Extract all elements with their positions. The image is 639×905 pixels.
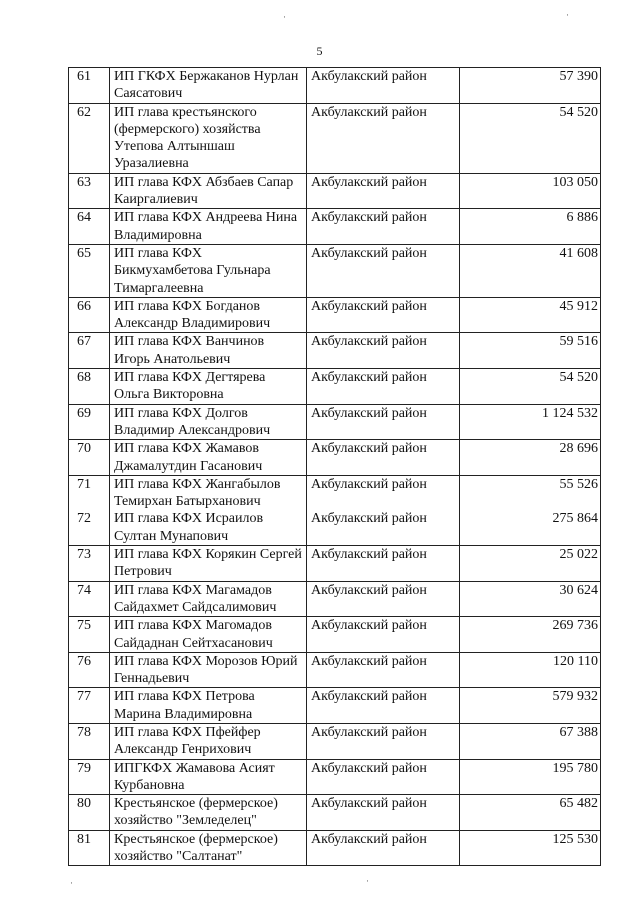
table-row (69, 297, 601, 333)
table-row (69, 369, 601, 405)
table-row (69, 581, 601, 617)
district-name: Акбулакский район (307, 795, 460, 831)
district-name: Акбулакский район (307, 581, 460, 617)
district-name: Акбулакский район (307, 546, 460, 582)
row-number: 62 (69, 103, 110, 173)
subsidy-amount: 125 530 (460, 830, 601, 866)
recipient-name: ИП глава крестьянского (фермерского) хозяйства Утепова Алтыншаш Уразалиевна (110, 103, 307, 173)
row-number: 76 (69, 652, 110, 688)
district-name: Акбулакский район (307, 723, 460, 759)
table-row (69, 546, 601, 582)
row-number: 74 (69, 581, 110, 617)
row-number: 75 (69, 617, 110, 653)
recipient-name: ИПГКФХ Жамавова Асият Курбановна (110, 759, 307, 795)
scan-speck: · (366, 876, 369, 886)
table-row (69, 652, 601, 688)
row-number: 63 (69, 173, 110, 209)
table-row (69, 440, 601, 476)
recipient-name: ИП глава КФХ Пфейфер Александр Генрихович (110, 723, 307, 759)
recipient-name: ИП глава КФХ Долгов Владимир Александрович (110, 404, 307, 440)
subsidy-amount: 54 520 (460, 369, 601, 405)
district-name: Акбулакский район (307, 440, 460, 476)
table-row (69, 723, 601, 759)
recipient-name: ИП глава КФХ Дегтярева Ольга Викторовна (110, 369, 307, 405)
recipient-name: ИП глава КФХ Жангабылов Темирхан Батырханович (110, 475, 307, 510)
subsidy-amount: 54 520 (460, 103, 601, 173)
row-number: 68 (69, 369, 110, 405)
district-name: Акбулакский район (307, 209, 460, 245)
table-row (69, 404, 601, 440)
recipient-name: ИП ГКФХ Бержаканов Нурлан Саясатович (110, 68, 307, 104)
recipient-name: ИП глава КФХ Петрова Марина Владимировна (110, 688, 307, 724)
table-row (69, 688, 601, 724)
table-row (69, 244, 601, 297)
table-row (69, 333, 601, 369)
subsidy-amount: 579 932 (460, 688, 601, 724)
subsidy-amount: 65 482 (460, 795, 601, 831)
recipient-name: ИП глава КФХ Исраилов Султан Мунапович (110, 510, 307, 545)
recipient-name: Крестьянское (фермерское) хозяйство "Земледелец" (110, 795, 307, 831)
row-number: 69 (69, 404, 110, 440)
subsidy-amount: 103 050 (460, 173, 601, 209)
row-number: 61 (69, 68, 110, 104)
row-number: 65 (69, 244, 110, 297)
subsidy-amount: 28 696 (460, 440, 601, 476)
subsidy-amount: 67 388 (460, 723, 601, 759)
district-name: Акбулакский район (307, 244, 460, 297)
page-number: 5 (316, 44, 323, 58)
recipient-name: ИП глава КФХ Морозов Юрий Геннадьевич (110, 652, 307, 688)
subsidy-amount: 45 912 (460, 297, 601, 333)
row-number: 80 (69, 795, 110, 831)
row-number: 81 (69, 830, 110, 866)
district-name: Акбулакский район (307, 333, 460, 369)
subsidy-amount: 25 022 (460, 546, 601, 582)
recipient-name: ИП глава КФХ Бикмухамбетова Гульнара Тимаргалеевна (110, 244, 307, 297)
recipient-name: ИП глава КФХ Магомадов Сайдаднан Сейтхасанович (110, 617, 307, 653)
table-row (69, 475, 601, 510)
district-name: Акбулакский район (307, 297, 460, 333)
district-name: Акбулакский район (307, 173, 460, 209)
district-name: Акбулакский район (307, 103, 460, 173)
table-row (69, 103, 601, 173)
district-name: Акбулакский район (307, 759, 460, 795)
district-name: Акбулакский район (307, 369, 460, 405)
table-row (69, 209, 601, 245)
table-row (69, 68, 601, 104)
subsidy-amount: 41 608 (460, 244, 601, 297)
recipient-name: ИП глава КФХ Абзбаев Сапар Каиргалиевич (110, 173, 307, 209)
registry-table-body (69, 68, 601, 866)
registry-table (68, 67, 601, 866)
subsidy-amount: 195 780 (460, 759, 601, 795)
table-row (69, 795, 601, 831)
recipient-name: ИП глава КФХ Ванчинов Игорь Анатольевич (110, 333, 307, 369)
row-number: 71 (69, 475, 110, 510)
row-number: 64 (69, 209, 110, 245)
subsidy-amount: 275 864 (460, 510, 601, 545)
subsidy-amount: 120 110 (460, 652, 601, 688)
district-name: Акбулакский район (307, 652, 460, 688)
table-row (69, 759, 601, 795)
subsidy-amount: 55 526 (460, 475, 601, 510)
subsidy-amount: 269 736 (460, 617, 601, 653)
district-name: Акбулакский район (307, 830, 460, 866)
row-number: 78 (69, 723, 110, 759)
recipient-name: ИП глава КФХ Андреева Нина Владимировна (110, 209, 307, 245)
district-name: Акбулакский район (307, 617, 460, 653)
scan-speck: · (566, 10, 569, 20)
subsidy-amount: 1 124 532 (460, 404, 601, 440)
district-name: Акбулакский район (307, 404, 460, 440)
row-number: 72 (69, 510, 110, 545)
row-number: 66 (69, 297, 110, 333)
subsidy-amount: 6 886 (460, 209, 601, 245)
table-row (69, 830, 601, 866)
district-name: Акбулакский район (307, 475, 460, 510)
district-name: Акбулакский район (307, 68, 460, 104)
recipient-name: ИП глава КФХ Магамадов Сайдахмет Сайдсалимович (110, 581, 307, 617)
recipient-name: ИП глава КФХ Жамавов Джамалутдин Гасанович (110, 440, 307, 476)
scan-speck: · (70, 878, 73, 888)
district-name: Акбулакский район (307, 688, 460, 724)
table-row (69, 173, 601, 209)
table-row (69, 510, 601, 545)
row-number: 77 (69, 688, 110, 724)
recipient-name: Крестьянское (фермерское) хозяйство "Салтанат" (110, 830, 307, 866)
district-name: Акбулакский район (307, 510, 460, 545)
scan-speck: · (283, 12, 286, 22)
row-number: 79 (69, 759, 110, 795)
subsidy-amount: 59 516 (460, 333, 601, 369)
recipient-name: ИП глава КФХ Корякин Сергей Петрович (110, 546, 307, 582)
row-number: 70 (69, 440, 110, 476)
row-number: 67 (69, 333, 110, 369)
row-number: 73 (69, 546, 110, 582)
subsidy-amount: 57 390 (460, 68, 601, 104)
table-row (69, 617, 601, 653)
recipient-name: ИП глава КФХ Богданов Александр Владимирович (110, 297, 307, 333)
subsidy-amount: 30 624 (460, 581, 601, 617)
